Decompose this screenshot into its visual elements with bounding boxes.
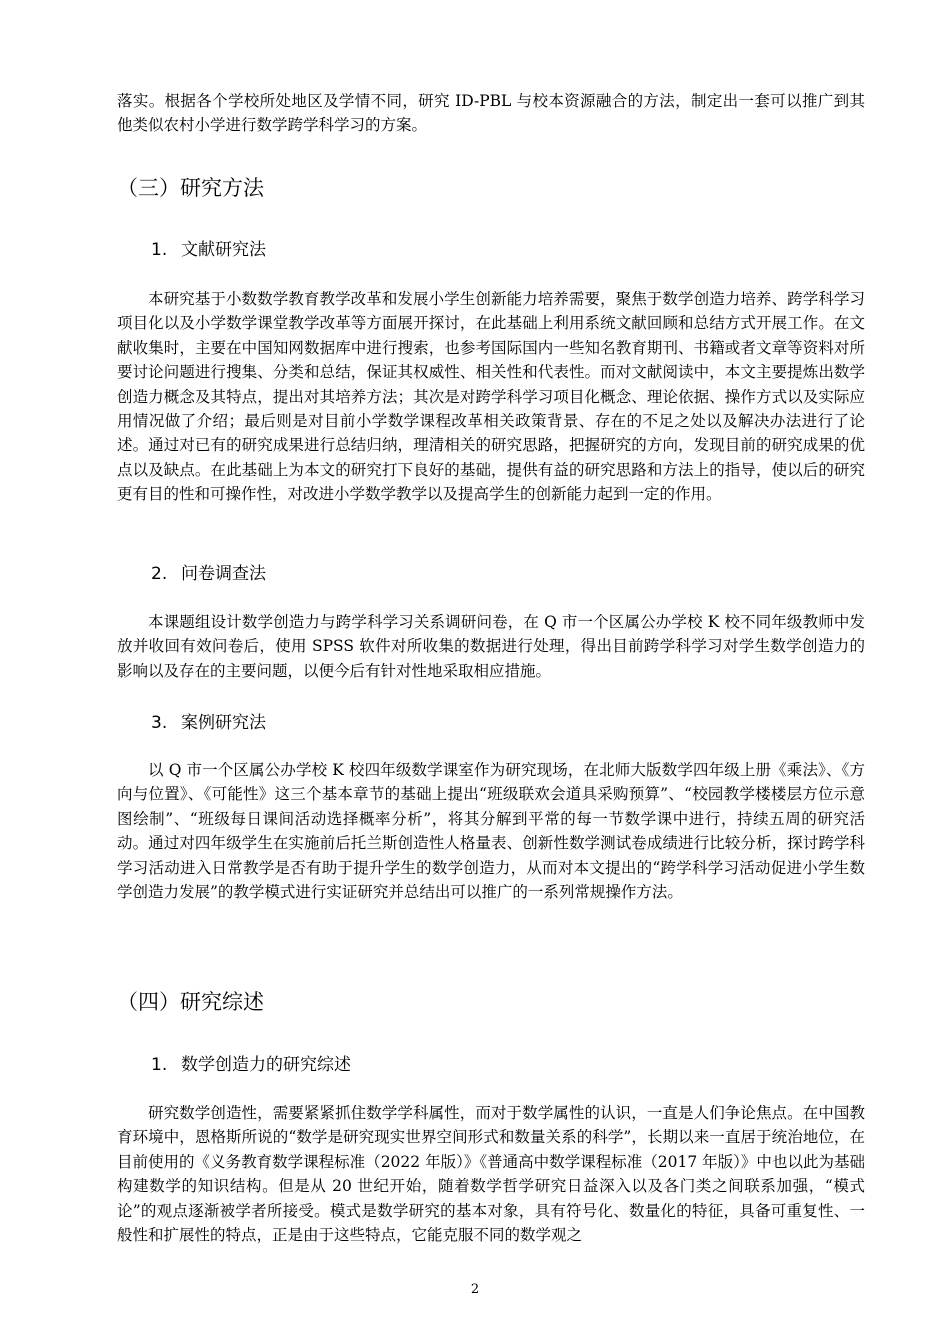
- literature-method-paragraph: 本研究基于小数数学教育教学改革和发展小学生创新能力培养需要，聚焦于数学创造力培养、跨学科学习项目化以及小学数学课堂教学改革等方面展开探讨，在此基础上利用系统文献回顾和总结方式开展工作。在文献收集时，主要在中国知网数据库中进行搜索，也参考国际国内一些知名教育期刊、书籍或者文章等资料对所要讨论问题进行搜集、分类和总结，保证其权威性、相关性和代表性。而对文献阅读中，本文主要提炼出数学创造力概念及其特点，提出对其培养方法；其次是对跨学科学习项目化概念、理论依据、操作方式以及实际应用情况做了介绍；最后则是对目前小学数学课程改革相关政策背景、存在的不足之处以及解决办法进行了论述。通过对已有的研究成果进行总结归纳，理清相关的研究思路，把握研究的方向，发现目前的研究成果的优点以及缺点。在此基础上为本文的研究打下良好的基础，提供有益的研究思路和方法上的指导，使以后的研究更有目的性和可操作性，对改进小学数学教学以及提高学生的创新能力起到一定的作用。: [117, 290, 865, 504]
- sub1-title: 文献研究法: [181, 240, 266, 260]
- creativity-review-paragraph: 研究数学创造性，需要紧紧抓住数学学科属性，而对于数学属性的认识，一直是人们争论焦点。在中国教育环境中，恩格斯所说的“数学是研究现实世界空间形式和数量关系的科学”，长期以来一直居于统治地位，在目前使用的《义务教育数学课程标准（2022 年版）》《普通高中数学课程标准（2017 年版）》中也以此为基础构建数学的知识结构。但是从 20 世纪开始，随着数学哲学研究日益深入以及各门类之间联系加强，“模式论”的观点逐渐被学者所接受。模式是数学研究的基本对象，具有符号化、数量化的特征，具备可重复性、一般性和扩展性的特点，正是由于这些特点，它能克服不同的数学观之: [117, 1104, 865, 1245]
- case-study-paragraph: 以 Q 市一个区属公办学校 K 校四年级数学课室作为研究现场，在北师大版数学四年级上册《乘法》、《方向与位置》、《可能性》这三个基本章节的基础上提出“班级联欢会道具采购预算”、“校园教学楼楼层方位示意图绘制”、“班级每日课间活动选择概率分析”，将其分解到平常的每一节数学课中进行，持续五周的研究活动。通过对四年级学生在实施前后托兰斯创造性人格量表、创新性数学测试卷成绩进行比较分析，探讨跨学科学习活动进入日常教学是否有助于提升学生的数学创造力，从而对本文提出的“跨学科学习活动促进小学生数学创造力发展”的教学模式进行实证研究并总结出可以推广的一系列常规操作方法。: [117, 761, 865, 902]
- sub3-title: 案例研究法: [181, 713, 266, 733]
- section4-heading: （四）研究综述: [117, 990, 264, 1014]
- s4-sub1-title: 数学创造力的研究综述: [181, 1055, 351, 1075]
- sub2-title: 问卷调查法: [181, 564, 266, 584]
- sub1-number: 1.: [151, 240, 168, 260]
- section4-sub1-heading: [151, 1050, 351, 1075]
- sub3-number: 3.: [151, 713, 168, 733]
- section3-sub3-heading: [151, 708, 266, 733]
- survey-method-paragraph: 本课题组设计数学创造力与跨学科学习关系调研问卷，在 Q 市一个区属公办学校 K 校不同年级教师中发放并收回有效问卷后，使用 SPSS 软件对所收集的数据进行处理，得出目前跨学科学习对学生数学创造力的影响以及存在的主要问题，以便今后有针对性地采取相应措施。: [117, 613, 865, 680]
- intro-paragraph: 落实。根据各个学校所处地区及学情不同，研究 ID-PBL 与校本资源融合的方法，制定出一套可以推广到其他类似农村小学进行数学跨学科学习的方案。: [117, 92, 865, 135]
- sub2-number: 2.: [151, 564, 168, 584]
- section3-sub2-heading: [151, 559, 266, 584]
- page-number: 2: [470, 1282, 480, 1297]
- section3-sub1-heading: [151, 235, 266, 260]
- s4-sub1-number: 1.: [151, 1055, 168, 1075]
- section3-heading: （三）研究方法: [117, 176, 264, 200]
